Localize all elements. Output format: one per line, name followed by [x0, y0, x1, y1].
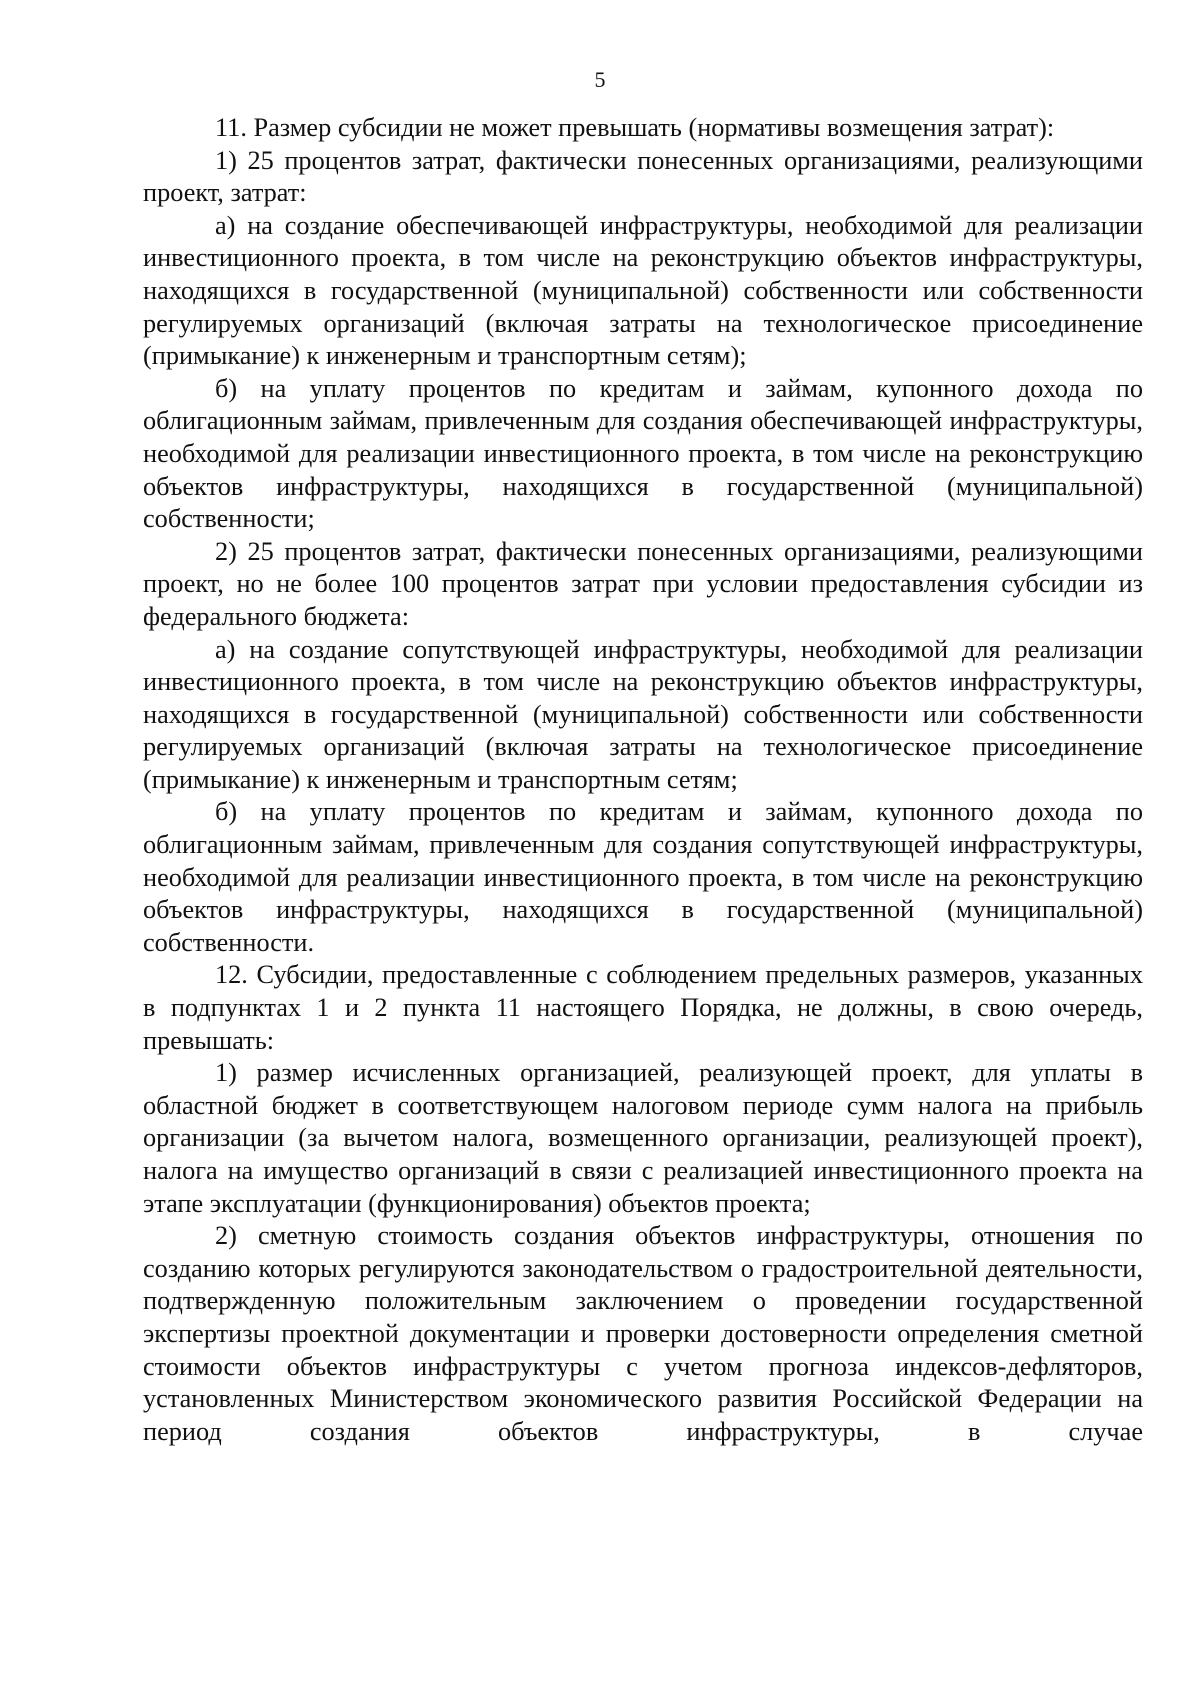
paragraph-12-item-1: 1) размер исчисленных организацией, реализующей проект, для уплаты в областной бюджет в соответствующем налоговом периоде сумм налога на прибыль организации (за вычетом налога, возмещенного организации, реализующей проект), налога на имущество организаций в связи с реализацией инвестиционного проекта на этапе эксплуатации (функционирования) объектов проекта;: [143, 1058, 1143, 1218]
page-number: 5: [594, 67, 606, 92]
paragraph-11-item-2b: б) на уплату процентов по кредитам и займам, купонного дохода по облигационным займам, привлеченным для создания сопутствующей инфраструктуры, необходимой для реализации инвестиционного проекта, в том числе на реконструкцию объектов инфраструктуры, находящихся в государственной (муниципальной) собственности.: [143, 797, 1143, 957]
paragraph-11-item-1: 1) 25 процентов затрат, фактически понесенных организациями, реализующими проект, затрат:: [143, 145, 1143, 208]
paragraph-11-item-2: 2) 25 процентов затрат, фактически понесенных организациями, реализующими проект, но не более 100 процентов затрат при условии предоставления субсидии из федерального бюджета:: [143, 536, 1143, 631]
paragraph-11-item-1b: б) на уплату процентов по кредитам и займам, купонного дохода по облигационным займам, привлеченным для создания обеспечивающей инфраструктуры, необходимой для реализации инвестиционного проекта, в том числе на реконструкцию объектов инфраструктуры, находящихся в государственной (муниципальной) собственности;: [143, 373, 1143, 534]
paragraph-12-item-2: 2) сметную стоимость создания объектов инфраструктуры, отношения по созданию которых регулируются законодательством о градостроительной деятельности, подтвержденную положительным заключением о проведении государственной экспертизы проектной документации и проверки достоверности определения сметной стоимости объектов инфраструктуры с учетом прогноза индексов-дефляторов, установленных Министерством экономического развития Российской Федерации на период создания объектов инфраструктуры, в случае: [143, 1221, 1143, 1446]
paragraph-11-heading: 11. Размер субсидии не может превышать (нормативы возмещения затрат):: [215, 113, 1055, 142]
paragraph-11-item-1a: а) на создание обеспечивающей инфраструктуры, необходимой для реализации инвестиционного проекта, в том числе на реконструкцию объектов инфраструктуры, находящихся в государственной (муниципальной) собственности или собственности регулируемых организаций (включая затраты на технологическое присоединение (примыкание) к инженерным и транспортным сетям);: [143, 210, 1143, 371]
paragraph-11-item-2a: а) на создание сопутствующей инфраструктуры, необходимой для реализации инвестиционного проекта, в том числе на реконструкцию объектов инфраструктуры, находящихся в государственной (муниципальной) собственности или собственности регулируемых организаций (включая затраты на технологическое присоединение (примыкание) к инженерным и транспортным сетям;: [143, 634, 1143, 794]
document-body: [143, 112, 1143, 1448]
paragraph-12-heading: 12. Субсидии, предоставленные с соблюдением предельных размеров, указанных в подпунктах 1 и 2 пункта 11 настоящего Порядка, не должны, в свою очередь, превышать:: [143, 960, 1143, 1055]
